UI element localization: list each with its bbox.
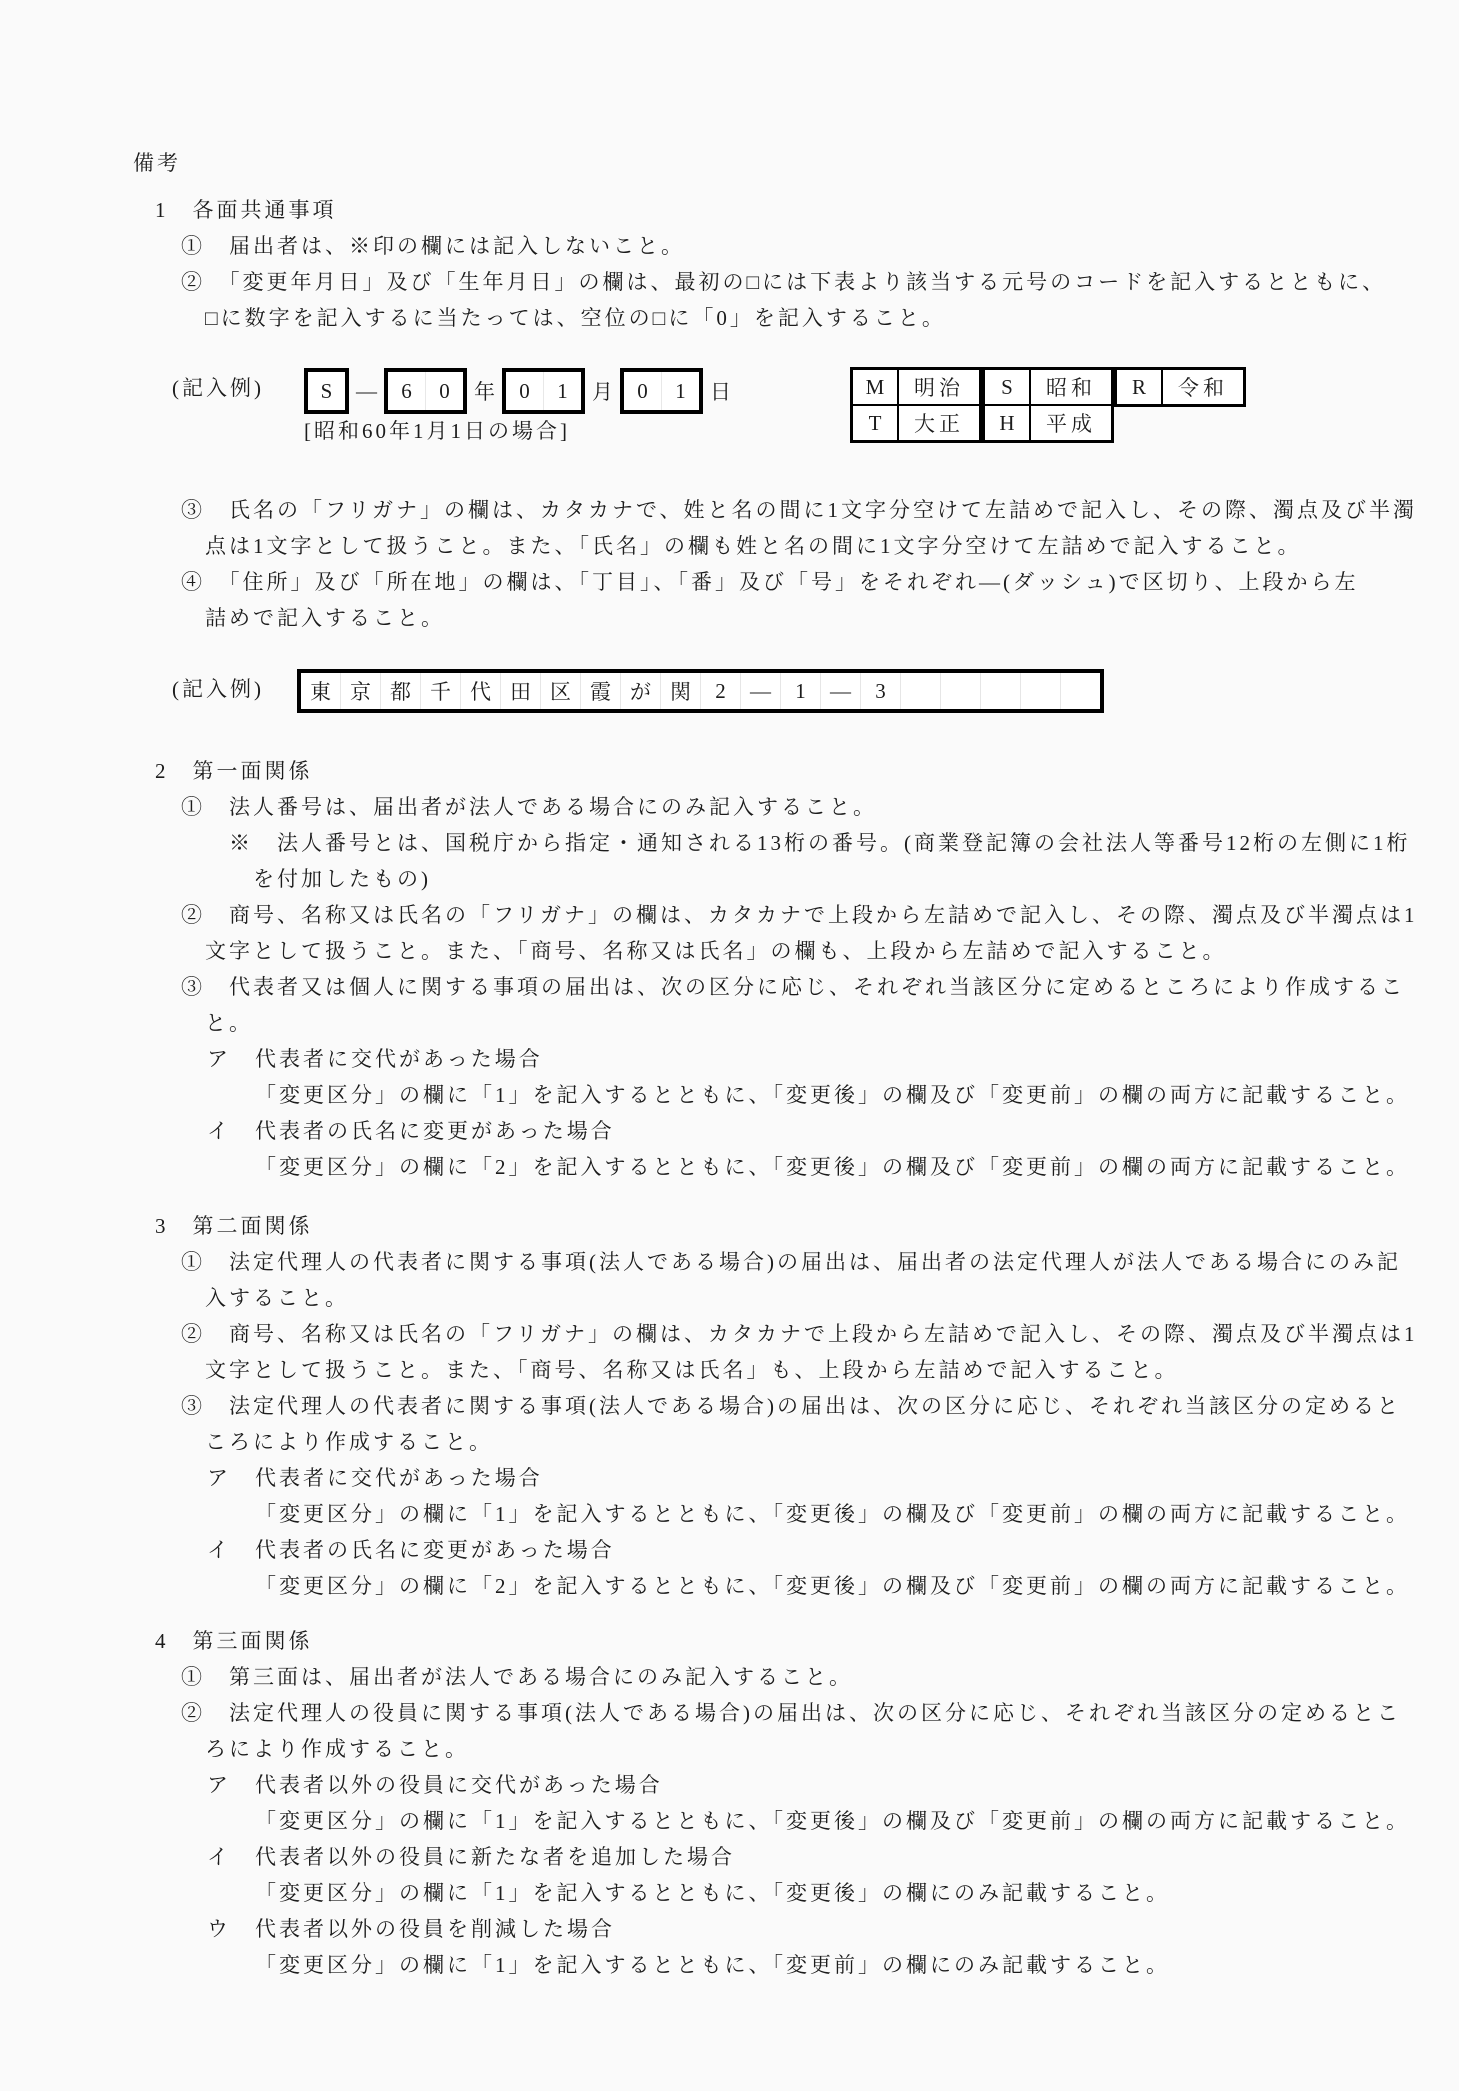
address-cell: 2	[701, 673, 741, 709]
date-entry-example	[304, 368, 738, 448]
text-line: ア 代表者に交代があった場合	[207, 1466, 543, 1490]
address-cell: 関	[661, 673, 701, 709]
section-heading: 3 第二面関係	[155, 1214, 313, 1238]
date-unit-label: 日	[710, 380, 731, 404]
text-line: 「変更区分」の欄に「1」を記入するとともに、「変更後」の欄にのみ記載すること。	[255, 1881, 1170, 1905]
era-name-cell: 令和	[1162, 369, 1245, 406]
entry-example-label: (記入例)	[172, 677, 264, 701]
text-line: 「変更区分」の欄に「1」を記入するとともに、「変更後」の欄及び「変更前」の欄の両方に記載すること。	[255, 1809, 1410, 1833]
address-cell: 代	[461, 673, 501, 709]
section-heading: 1 各面共通事項	[155, 198, 337, 222]
text-line: ① 第三面は、届出者が法人である場合にのみ記入すること。	[181, 1665, 853, 1689]
text-line: 文字として扱うこと。また、「商号、名称又は氏名」の欄も、上段から左詰めで記入すること。	[205, 939, 1227, 963]
address-entry-box	[297, 669, 1104, 713]
address-cell: 霞	[581, 673, 621, 709]
address-cell	[901, 673, 941, 709]
date-unit-label: 月	[592, 380, 613, 404]
era-code-table	[850, 367, 1246, 443]
text-line: イ 代表者の氏名に変更があった場合	[207, 1119, 615, 1143]
text-line: ① 届出者は、※印の欄には記入しないこと。	[181, 234, 685, 258]
date-cell: 1	[557, 378, 568, 403]
text-line: ③ 法定代理人の代表者に関する事項(法人である場合)の届出は、次の区分に応じ、それぞれ当該区分の定めると	[181, 1394, 1401, 1418]
text-line: を付加したもの)	[253, 867, 431, 891]
text-line: ② 法定代理人の役員に関する事項(法人である場合)の届出は、次の区分に応じ、それぞれ当該区分の定めるとこ	[181, 1701, 1401, 1725]
address-cell: が	[621, 673, 661, 709]
text-line: ② 商号、名称又は氏名の「フリガナ」の欄は、カタカナで上段から左詰めで記入し、その際、濁点及び半濁点は1	[181, 903, 1418, 927]
address-cell: 3	[861, 673, 901, 709]
era-name-cell: 平成	[1030, 405, 1113, 442]
address-cell: 都	[381, 673, 421, 709]
date-cell: 0	[624, 372, 662, 410]
text-line: 文字として扱うこと。また、「商号、名称又は氏名」も、上段から左詰めで記入すること。	[205, 1358, 1179, 1382]
date-entry-boxes	[304, 368, 738, 414]
date-cell: 1	[675, 378, 686, 403]
era-code-table-group	[850, 367, 982, 443]
era-name-cell: 明治	[898, 369, 981, 406]
date-unit-label: 年	[474, 380, 495, 404]
date-unit-label: ―	[356, 378, 377, 403]
text-line: ① 法定代理人の代表者に関する事項(法人である場合)の届出は、届出者の法定代理人が法人である場合にのみ記	[181, 1250, 1401, 1274]
text-line: □に数字を記入するに当たっては、空位の□に「0」を記入すること。	[205, 306, 946, 330]
era-code-cell: T	[852, 405, 899, 442]
text-line: 「変更区分」の欄に「1」を記入するとともに、「変更後」の欄及び「変更前」の欄の両方に記載すること。	[255, 1083, 1410, 1107]
text-line: ア 代表者に交代があった場合	[207, 1047, 543, 1071]
address-cell	[941, 673, 981, 709]
address-cell	[981, 673, 1021, 709]
date-entry-box	[304, 368, 349, 414]
text-line: 「変更区分」の欄に「2」を記入するとともに、「変更後」の欄及び「変更前」の欄の両方に記載すること。	[255, 1155, 1410, 1179]
address-cell	[1021, 673, 1061, 709]
text-line: ② 商号、名称又は氏名の「フリガナ」の欄は、カタカナで上段から左詰めで記入し、その際、濁点及び半濁点は1	[181, 1322, 1418, 1346]
date-entry-box	[384, 368, 467, 414]
text-line: 「変更区分」の欄に「1」を記入するとともに、「変更前」の欄にのみ記載すること。	[255, 1953, 1170, 1977]
text-line: 点は1文字として扱うこと。また、「氏名」の欄も姓と名の間に1文字分空けて左詰めで記入すること。	[205, 534, 1302, 558]
era-code-cell: H	[984, 405, 1031, 442]
date-cell: 0	[506, 372, 544, 410]
era-code-cell: M	[852, 369, 899, 406]
text-line: ③ 氏名の「フリガナ」の欄は、カタカナで、姓と名の間に1文字分空けて左詰めで記入し、その際、濁点及び半濁	[181, 498, 1418, 522]
date-entry-box	[502, 368, 585, 414]
era-code-table-group	[982, 367, 1114, 443]
text-line: イ 代表者以外の役員に新たな者を追加した場合	[207, 1845, 735, 1869]
address-cell: 区	[541, 673, 581, 709]
remarks-title: 備考	[133, 151, 181, 175]
era-name-cell: 大正	[898, 405, 981, 442]
address-cell: 1	[781, 673, 821, 709]
text-line: ころにより作成すること。	[205, 1430, 493, 1454]
text-line: ② 「変更年月日」及び「生年月日」の欄は、最初の□には下表より該当する元号のコードを記入するとともに、	[181, 270, 1387, 294]
era-code-table-group	[1114, 367, 1246, 407]
text-line: ③ 代表者又は個人に関する事項の届出は、次の区分に応じ、それぞれ当該区分に定めるところにより作成するこ	[181, 975, 1405, 999]
text-line: ※ 法人番号とは、国税庁から指定・通知される13桁の番号。(商業登記簿の会社法人等番号12桁の左側に1桁	[229, 831, 1411, 855]
date-entry-box	[620, 368, 703, 414]
date-entry-example-row	[172, 368, 1459, 448]
address-cell: 千	[421, 673, 461, 709]
address-cell: 東	[301, 673, 341, 709]
section-heading: 4 第三面関係	[155, 1629, 313, 1653]
text-line: ウ 代表者以外の役員を削減した場合	[207, 1917, 615, 1941]
date-cell: 0	[439, 378, 450, 403]
era-name-cell: 昭和	[1030, 369, 1113, 406]
text-line: 「変更区分」の欄に「2」を記入するとともに、「変更後」の欄及び「変更前」の欄の両方に記載すること。	[255, 1574, 1410, 1598]
text-line: と。	[205, 1011, 253, 1035]
text-line: イ 代表者の氏名に変更があった場合	[207, 1538, 615, 1562]
address-cell: ―	[741, 673, 781, 709]
text-line: 「変更区分」の欄に「1」を記入するとともに、「変更後」の欄及び「変更前」の欄の両方に記載すること。	[255, 1502, 1410, 1526]
date-cell: S	[320, 378, 333, 403]
address-cell	[1061, 673, 1100, 709]
era-code-cell: S	[984, 369, 1031, 406]
address-entry-example-row	[172, 669, 1459, 713]
text-line: 入すること。	[205, 1286, 349, 1310]
entry-example-label: (記入例)	[172, 376, 264, 400]
text-line: ④ 「住所」及び「所在地」の欄は、「丁目」、「番」及び「号」をそれぞれ―(ダッシュ)で区切り、上段から左	[181, 570, 1359, 594]
text-line: ① 法人番号は、届出者が法人である場合にのみ記入すること。	[181, 795, 877, 819]
era-code-cell: R	[1116, 369, 1163, 406]
address-cell: 京	[341, 673, 381, 709]
text-line: ア 代表者以外の役員に交代があった場合	[207, 1773, 663, 1797]
date-example-caption: [昭和60年1月1日の場合]	[304, 419, 570, 443]
address-cell: ―	[821, 673, 861, 709]
address-cell: 田	[501, 673, 541, 709]
section-heading: 2 第一面関係	[155, 759, 313, 783]
text-line: 詰めで記入すること。	[205, 606, 445, 630]
text-line: ろにより作成すること。	[205, 1737, 469, 1761]
date-cell: 6	[388, 372, 426, 410]
